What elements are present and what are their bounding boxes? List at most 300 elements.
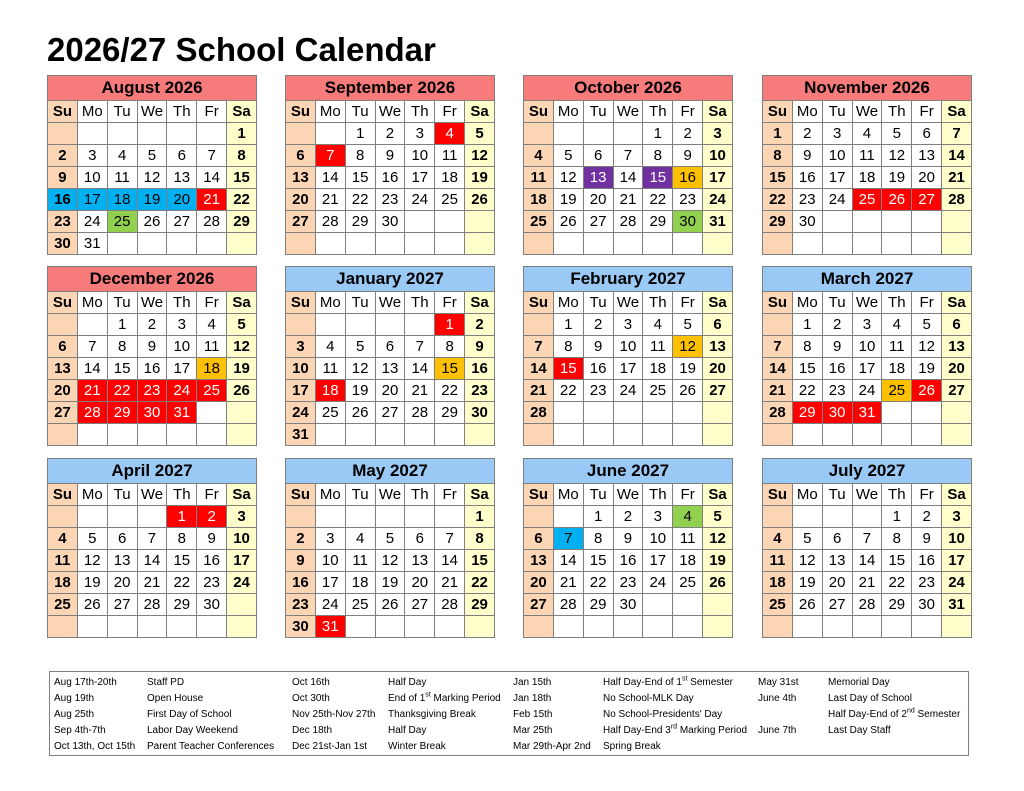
legend-row <box>50 738 968 754</box>
day-cell: 10 <box>405 145 435 167</box>
day-cell: 29 <box>435 402 465 424</box>
day-cell: 24 <box>643 572 673 594</box>
day-cell: 22 <box>345 189 375 211</box>
day-cell: 15 <box>345 167 375 189</box>
day-cell: 3 <box>942 506 972 528</box>
day-cell: 10 <box>227 528 257 550</box>
empty-cell <box>107 506 137 528</box>
empty-cell <box>882 211 912 233</box>
day-cell: 28 <box>315 211 345 233</box>
weekday-header: Su <box>524 484 554 506</box>
month-table <box>285 75 495 255</box>
day-cell: 20 <box>703 358 733 380</box>
day-cell: 30 <box>912 594 942 616</box>
day-cell: 23 <box>48 211 78 233</box>
day-cell: 8 <box>643 145 673 167</box>
day-cell: 19 <box>703 550 733 572</box>
legend-row <box>50 690 968 706</box>
empty-cell <box>137 616 167 638</box>
day-cell: 30 <box>792 211 822 233</box>
day-cell: 2 <box>912 506 942 528</box>
day-cell: 1 <box>167 506 197 528</box>
day-cell: 2 <box>613 506 643 528</box>
day-cell: 18 <box>315 380 345 402</box>
day-cell: 11 <box>763 550 793 572</box>
legend-date: May 31st <box>758 676 799 688</box>
day-cell: 24 <box>703 189 733 211</box>
legend-event: Open House <box>147 692 204 704</box>
day-cell: 21 <box>315 189 345 211</box>
day-cell: 20 <box>375 380 405 402</box>
empty-cell <box>405 314 435 336</box>
legend-date: Sep 4th-7th <box>54 724 106 736</box>
empty-cell <box>613 424 643 446</box>
day-cell: 17 <box>613 358 643 380</box>
day-cell: 1 <box>465 506 495 528</box>
day-cell: 18 <box>673 550 703 572</box>
day-cell: 14 <box>553 550 583 572</box>
empty-cell <box>405 233 435 255</box>
legend-row <box>50 674 968 690</box>
legend-event: Half Day-End of 1st Semester <box>603 675 733 688</box>
day-cell: 13 <box>167 167 197 189</box>
day-cell: 3 <box>822 123 852 145</box>
legend-date: Aug 19th <box>54 692 95 704</box>
weekday-header: We <box>375 292 405 314</box>
weekday-header: Th <box>405 292 435 314</box>
empty-cell <box>792 233 822 255</box>
day-cell: 6 <box>703 314 733 336</box>
day-cell: 31 <box>703 211 733 233</box>
legend-date: Jan 15th <box>513 676 552 688</box>
day-cell: 18 <box>852 167 882 189</box>
day-cell: 16 <box>583 358 613 380</box>
month-october-2026 <box>523 75 733 255</box>
weekday-header: Tu <box>345 292 375 314</box>
weekday-header: Tu <box>822 101 852 123</box>
day-cell: 23 <box>137 380 167 402</box>
weekday-header: We <box>613 101 643 123</box>
day-cell: 28 <box>613 211 643 233</box>
day-cell: 4 <box>524 145 554 167</box>
day-cell: 14 <box>137 550 167 572</box>
empty-cell <box>792 424 822 446</box>
weekday-header: Sa <box>942 101 972 123</box>
month-april-2027 <box>47 458 257 638</box>
empty-cell <box>197 616 227 638</box>
day-cell: 26 <box>77 594 107 616</box>
weekday-header: Fr <box>197 292 227 314</box>
day-cell: 18 <box>524 189 554 211</box>
empty-cell <box>137 424 167 446</box>
day-cell: 20 <box>405 572 435 594</box>
day-cell: 23 <box>375 189 405 211</box>
legend-event: Last Day Staff <box>828 724 891 736</box>
empty-cell <box>524 506 554 528</box>
day-cell: 23 <box>792 189 822 211</box>
day-cell: 14 <box>315 167 345 189</box>
day-cell: 20 <box>107 572 137 594</box>
empty-cell <box>852 233 882 255</box>
day-cell: 1 <box>643 123 673 145</box>
day-cell: 23 <box>822 380 852 402</box>
empty-cell <box>524 123 554 145</box>
day-cell: 15 <box>882 550 912 572</box>
day-cell: 21 <box>613 189 643 211</box>
day-cell: 12 <box>703 528 733 550</box>
day-cell: 14 <box>197 167 227 189</box>
day-cell: 17 <box>167 358 197 380</box>
day-cell: 3 <box>703 123 733 145</box>
weekday-header: Fr <box>912 484 942 506</box>
day-cell: 8 <box>763 145 793 167</box>
day-cell: 25 <box>48 594 78 616</box>
empty-cell <box>673 616 703 638</box>
empty-cell <box>465 424 495 446</box>
day-cell: 9 <box>912 528 942 550</box>
month-table <box>523 458 733 638</box>
empty-cell <box>48 123 78 145</box>
empty-cell <box>48 314 78 336</box>
day-cell: 1 <box>763 123 793 145</box>
day-cell: 29 <box>763 211 793 233</box>
day-cell: 10 <box>942 528 972 550</box>
day-cell: 7 <box>77 336 107 358</box>
day-cell: 28 <box>77 402 107 424</box>
day-cell: 17 <box>315 572 345 594</box>
legend-event: Last Day of School <box>828 692 912 704</box>
day-cell: 29 <box>643 211 673 233</box>
day-cell: 27 <box>286 211 316 233</box>
day-cell: 26 <box>375 594 405 616</box>
empty-cell <box>942 616 972 638</box>
day-cell: 9 <box>673 145 703 167</box>
weekday-header: Tu <box>107 101 137 123</box>
day-cell: 31 <box>315 616 345 638</box>
day-cell: 7 <box>197 145 227 167</box>
day-cell: 25 <box>524 211 554 233</box>
day-cell: 24 <box>405 189 435 211</box>
empty-cell <box>912 233 942 255</box>
day-cell: 8 <box>435 336 465 358</box>
day-cell: 9 <box>137 336 167 358</box>
day-cell: 2 <box>465 314 495 336</box>
empty-cell <box>465 233 495 255</box>
day-cell: 6 <box>912 123 942 145</box>
empty-cell <box>405 506 435 528</box>
legend-event: Half Day <box>388 676 427 688</box>
day-cell: 23 <box>912 572 942 594</box>
empty-cell <box>315 506 345 528</box>
legend-date <box>754 706 824 722</box>
day-cell: 12 <box>137 167 167 189</box>
day-cell: 7 <box>435 528 465 550</box>
legend-event: Winter Break <box>388 740 446 752</box>
day-cell: 30 <box>48 233 78 255</box>
legend-date: Nov 25th-Nov 27th <box>292 708 376 720</box>
day-cell: 15 <box>435 358 465 380</box>
day-cell: 11 <box>48 550 78 572</box>
day-cell: 10 <box>315 550 345 572</box>
empty-cell <box>613 616 643 638</box>
day-cell: 29 <box>227 211 257 233</box>
empty-cell <box>77 123 107 145</box>
weekday-header: Sa <box>227 292 257 314</box>
day-cell: 21 <box>137 572 167 594</box>
day-cell: 23 <box>286 594 316 616</box>
empty-cell <box>167 233 197 255</box>
empty-cell <box>375 314 405 336</box>
day-cell: 29 <box>465 594 495 616</box>
day-cell: 4 <box>673 506 703 528</box>
empty-cell <box>197 123 227 145</box>
day-cell: 13 <box>583 167 613 189</box>
day-cell: 26 <box>227 380 257 402</box>
day-cell: 4 <box>643 314 673 336</box>
day-cell: 6 <box>583 145 613 167</box>
weekday-header: Su <box>286 101 316 123</box>
day-cell: 15 <box>792 358 822 380</box>
legend-table <box>50 674 968 754</box>
day-cell: 10 <box>852 336 882 358</box>
day-cell: 30 <box>197 594 227 616</box>
empty-cell <box>553 402 583 424</box>
empty-cell <box>822 506 852 528</box>
day-cell: 21 <box>405 380 435 402</box>
day-cell: 14 <box>942 145 972 167</box>
weekday-header: Fr <box>673 292 703 314</box>
day-cell: 31 <box>852 402 882 424</box>
month-july-2027 <box>762 458 972 638</box>
day-cell: 2 <box>286 528 316 550</box>
empty-cell <box>435 211 465 233</box>
day-cell: 2 <box>375 123 405 145</box>
day-cell: 4 <box>435 123 465 145</box>
day-cell: 4 <box>197 314 227 336</box>
day-cell: 20 <box>822 572 852 594</box>
empty-cell <box>315 314 345 336</box>
day-cell: 27 <box>405 594 435 616</box>
day-cell: 26 <box>553 211 583 233</box>
day-cell: 16 <box>792 167 822 189</box>
day-cell: 30 <box>673 211 703 233</box>
empty-cell <box>137 123 167 145</box>
day-cell: 3 <box>852 314 882 336</box>
day-cell: 7 <box>942 123 972 145</box>
day-cell: 18 <box>197 358 227 380</box>
legend-date: Jan 18th <box>513 692 552 704</box>
day-cell: 15 <box>553 358 583 380</box>
day-cell: 17 <box>227 550 257 572</box>
weekday-header: Th <box>167 101 197 123</box>
weekday-header: Su <box>763 292 793 314</box>
day-cell: 14 <box>763 358 793 380</box>
day-cell: 19 <box>882 167 912 189</box>
day-cell: 20 <box>942 358 972 380</box>
day-cell: 13 <box>375 358 405 380</box>
empty-cell <box>553 233 583 255</box>
empty-cell <box>107 424 137 446</box>
day-cell: 13 <box>822 550 852 572</box>
empty-cell <box>107 233 137 255</box>
day-cell: 10 <box>643 528 673 550</box>
day-cell: 15 <box>167 550 197 572</box>
day-cell: 19 <box>673 358 703 380</box>
day-cell: 2 <box>822 314 852 336</box>
day-cell: 14 <box>613 167 643 189</box>
weekday-header: Mo <box>792 484 822 506</box>
empty-cell <box>345 616 375 638</box>
day-cell: 29 <box>792 402 822 424</box>
month-table <box>523 75 733 255</box>
day-cell: 5 <box>673 314 703 336</box>
day-cell: 3 <box>643 506 673 528</box>
day-cell: 9 <box>822 336 852 358</box>
day-cell: 25 <box>673 572 703 594</box>
day-cell: 15 <box>763 167 793 189</box>
day-cell: 23 <box>613 572 643 594</box>
day-cell: 27 <box>107 594 137 616</box>
month-november-2026 <box>762 75 972 255</box>
empty-cell <box>227 402 257 424</box>
empty-cell <box>792 616 822 638</box>
day-cell: 29 <box>882 594 912 616</box>
day-cell: 14 <box>524 358 554 380</box>
day-cell: 4 <box>315 336 345 358</box>
weekday-header: We <box>613 484 643 506</box>
empty-cell <box>613 402 643 424</box>
day-cell: 28 <box>763 402 793 424</box>
day-cell: 2 <box>792 123 822 145</box>
weekday-header: Fr <box>197 101 227 123</box>
month-name: November 2026 <box>763 76 972 101</box>
empty-cell <box>524 233 554 255</box>
weekday-header: Fr <box>435 292 465 314</box>
day-cell: 2 <box>583 314 613 336</box>
month-name: June 2027 <box>524 459 733 484</box>
day-cell: 21 <box>197 189 227 211</box>
weekday-header: Th <box>643 101 673 123</box>
weekday-header: Su <box>286 292 316 314</box>
day-cell: 16 <box>613 550 643 572</box>
weekday-header: Su <box>524 292 554 314</box>
day-cell: 9 <box>465 336 495 358</box>
empty-cell <box>942 402 972 424</box>
empty-cell <box>852 211 882 233</box>
legend-date: Oct 16th <box>292 676 330 688</box>
day-cell: 11 <box>882 336 912 358</box>
day-cell: 21 <box>524 380 554 402</box>
weekday-header: Sa <box>465 292 495 314</box>
day-cell: 5 <box>227 314 257 336</box>
day-cell: 5 <box>703 506 733 528</box>
month-table <box>285 266 495 446</box>
day-cell: 12 <box>553 167 583 189</box>
empty-cell <box>852 616 882 638</box>
empty-cell <box>852 506 882 528</box>
day-cell: 9 <box>48 167 78 189</box>
empty-cell <box>315 424 345 446</box>
empty-cell <box>48 506 78 528</box>
day-cell: 18 <box>643 358 673 380</box>
empty-cell <box>405 211 435 233</box>
day-cell: 6 <box>524 528 554 550</box>
empty-cell <box>643 233 673 255</box>
day-cell: 13 <box>48 358 78 380</box>
weekday-header: Fr <box>673 101 703 123</box>
empty-cell <box>137 233 167 255</box>
empty-cell <box>703 616 733 638</box>
day-cell: 9 <box>286 550 316 572</box>
empty-cell <box>822 616 852 638</box>
day-cell: 6 <box>822 528 852 550</box>
weekday-header: Th <box>882 101 912 123</box>
day-cell: 22 <box>435 380 465 402</box>
day-cell: 10 <box>613 336 643 358</box>
day-cell: 7 <box>137 528 167 550</box>
day-cell: 25 <box>107 211 137 233</box>
day-cell: 18 <box>882 358 912 380</box>
day-cell: 25 <box>882 380 912 402</box>
day-cell: 21 <box>852 572 882 594</box>
empty-cell <box>375 233 405 255</box>
empty-cell <box>822 233 852 255</box>
day-cell: 17 <box>77 189 107 211</box>
empty-cell <box>882 233 912 255</box>
weekday-header: Sa <box>703 292 733 314</box>
day-cell: 22 <box>553 380 583 402</box>
empty-cell <box>882 616 912 638</box>
empty-cell <box>792 506 822 528</box>
day-cell: 12 <box>882 145 912 167</box>
day-cell: 1 <box>227 123 257 145</box>
day-cell: 4 <box>107 145 137 167</box>
day-cell: 24 <box>822 189 852 211</box>
empty-cell <box>227 616 257 638</box>
day-cell: 27 <box>942 380 972 402</box>
day-cell: 21 <box>553 572 583 594</box>
weekday-header: Sa <box>227 101 257 123</box>
day-cell: 22 <box>583 572 613 594</box>
day-cell: 12 <box>673 336 703 358</box>
legend-event: Thanksgiving Break <box>388 708 476 720</box>
legend-event <box>824 738 968 754</box>
weekday-header: Mo <box>792 101 822 123</box>
day-cell: 28 <box>942 189 972 211</box>
day-cell: 29 <box>167 594 197 616</box>
legend-date <box>754 738 824 754</box>
month-name: September 2026 <box>286 76 495 101</box>
day-cell: 5 <box>912 314 942 336</box>
day-cell: 28 <box>435 594 465 616</box>
empty-cell <box>435 233 465 255</box>
day-cell: 12 <box>77 550 107 572</box>
legend-event: Parent Teacher Conferences <box>147 740 275 752</box>
day-cell: 8 <box>345 145 375 167</box>
month-february-2027 <box>523 266 733 446</box>
weekday-header: Mo <box>77 101 107 123</box>
weekday-header: Su <box>48 101 78 123</box>
day-cell: 23 <box>673 189 703 211</box>
day-cell: 22 <box>107 380 137 402</box>
day-cell: 12 <box>375 550 405 572</box>
weekday-header: We <box>613 292 643 314</box>
empty-cell <box>912 211 942 233</box>
day-cell: 17 <box>405 167 435 189</box>
day-cell: 1 <box>792 314 822 336</box>
weekday-header: Tu <box>583 101 613 123</box>
page-title: 2026/27 School Calendar <box>47 31 436 68</box>
